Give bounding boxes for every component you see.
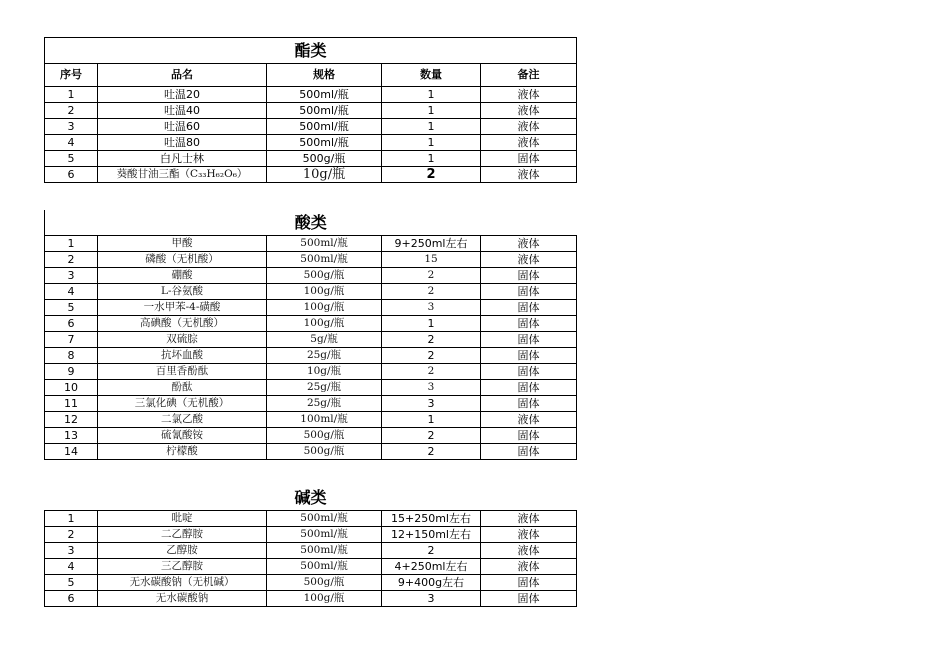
- cell-name[interactable]: 三乙醇胺: [98, 559, 267, 575]
- cell-spec[interactable]: 10g/瓶: [267, 364, 382, 380]
- acids-title-row: [45, 210, 577, 236]
- table-row: [45, 332, 577, 348]
- table-row: [45, 300, 577, 316]
- cell-quantity[interactable]: 15: [382, 252, 481, 268]
- table-row: [45, 380, 577, 396]
- cell-name[interactable]: 高碘酸（无机酸）: [98, 316, 267, 332]
- cell-quantity[interactable]: 3: [382, 380, 481, 396]
- cell-quantity[interactable]: 1: [382, 135, 481, 151]
- header-spec[interactable]: 规格: [267, 64, 382, 87]
- cell-name[interactable]: 无水碳酸钠（无机碱）: [98, 575, 267, 591]
- cell-note[interactable]: 固体: [481, 348, 577, 364]
- cell-quantity[interactable]: 2: [382, 444, 481, 460]
- cell-name[interactable]: 吐温40: [98, 103, 267, 119]
- table-row: [45, 236, 577, 252]
- cell-index[interactable]: 10: [45, 380, 98, 396]
- table-row: [45, 444, 577, 460]
- cell-note[interactable]: 液体: [481, 135, 577, 151]
- cell-index[interactable]: 9: [45, 364, 98, 380]
- cell-index[interactable]: 3: [45, 268, 98, 284]
- cell-index[interactable]: 3: [45, 543, 98, 559]
- cell-note[interactable]: 固体: [481, 300, 577, 316]
- cell-note[interactable]: 液体: [481, 412, 577, 428]
- cell-spec[interactable]: 500ml/瓶: [267, 135, 382, 151]
- cell-spec[interactable]: 500ml/瓶: [267, 236, 382, 252]
- cell-index[interactable]: 4: [45, 284, 98, 300]
- cell-note[interactable]: 固体: [481, 380, 577, 396]
- cell-name[interactable]: 百里香酚酞: [98, 364, 267, 380]
- cell-index[interactable]: 4: [45, 135, 98, 151]
- cell-index[interactable]: 1: [45, 236, 98, 252]
- cell-spec[interactable]: 500g/瓶: [267, 575, 382, 591]
- bases-title[interactable]: 碱类: [45, 485, 577, 511]
- cell-name[interactable]: 二氯乙酸: [98, 412, 267, 428]
- table-row: [45, 103, 577, 119]
- cell-quantity[interactable]: 3: [382, 300, 481, 316]
- cell-spec[interactable]: 100ml/瓶: [267, 412, 382, 428]
- cell-index[interactable]: 6: [45, 316, 98, 332]
- cell-quantity[interactable]: 9+400g左右: [382, 575, 481, 591]
- header-note[interactable]: 备注: [481, 64, 577, 87]
- cell-quantity[interactable]: 2: [382, 364, 481, 380]
- table-row: [45, 316, 577, 332]
- cell-note[interactable]: 固体: [481, 316, 577, 332]
- cell-note[interactable]: 固体: [481, 284, 577, 300]
- cell-spec[interactable]: 10g/瓶: [267, 167, 382, 183]
- cell-quantity[interactable]: 2: [382, 543, 481, 559]
- bases-title-row: [45, 485, 577, 511]
- cell-note[interactable]: 固体: [481, 428, 577, 444]
- cell-index[interactable]: 2: [45, 252, 98, 268]
- table-row: [45, 348, 577, 364]
- table-row: [45, 135, 577, 151]
- table-row: [45, 151, 577, 167]
- cell-spec[interactable]: 500ml/瓶: [267, 543, 382, 559]
- cell-quantity[interactable]: 2: [382, 268, 481, 284]
- cell-name[interactable]: 吡啶: [98, 511, 267, 527]
- table-row: [45, 575, 577, 591]
- cell-name[interactable]: 硫氰酸铵: [98, 428, 267, 444]
- cell-index[interactable]: 2: [45, 103, 98, 119]
- cell-spec[interactable]: 500ml/瓶: [267, 87, 382, 103]
- cell-index[interactable]: 5: [45, 300, 98, 316]
- cell-spec[interactable]: 500g/瓶: [267, 151, 382, 167]
- cell-quantity[interactable]: 2: [382, 284, 481, 300]
- cell-note[interactable]: 液体: [481, 252, 577, 268]
- cell-index[interactable]: 12: [45, 412, 98, 428]
- cell-name[interactable]: 柠檬酸: [98, 444, 267, 460]
- cell-spec[interactable]: 500ml/瓶: [267, 252, 382, 268]
- cell-quantity[interactable]: 3: [382, 591, 481, 607]
- cell-index[interactable]: 7: [45, 332, 98, 348]
- table-row: [45, 396, 577, 412]
- cell-note[interactable]: 固体: [481, 575, 577, 591]
- cell-name[interactable]: 葵酸甘油三酯（C₃₃H₆₂O₆）: [98, 167, 267, 183]
- cell-note[interactable]: 固体: [481, 591, 577, 607]
- cell-note[interactable]: 液体: [481, 119, 577, 135]
- table-row: [45, 364, 577, 380]
- esters-header-row: [45, 64, 577, 87]
- cell-name[interactable]: 磷酸（无机酸）: [98, 252, 267, 268]
- cell-note[interactable]: 液体: [481, 527, 577, 543]
- cell-note[interactable]: 液体: [481, 103, 577, 119]
- cell-quantity[interactable]: 9+250ml左右: [382, 236, 481, 252]
- cell-quantity[interactable]: 12+150ml左右: [382, 527, 481, 543]
- table-row: [45, 511, 577, 527]
- esters-title[interactable]: 酯类: [45, 38, 577, 64]
- cell-spec[interactable]: 25g/瓶: [267, 396, 382, 412]
- table-row: [45, 428, 577, 444]
- cell-quantity[interactable]: 1: [382, 119, 481, 135]
- cell-name[interactable]: 双硫腙: [98, 332, 267, 348]
- cell-spec[interactable]: 100g/瓶: [267, 316, 382, 332]
- table-row: [45, 268, 577, 284]
- header-quantity[interactable]: 数量: [382, 64, 481, 87]
- table-row: [45, 412, 577, 428]
- table-row: [45, 284, 577, 300]
- cell-spec[interactable]: 500g/瓶: [267, 444, 382, 460]
- table-row: [45, 527, 577, 543]
- cell-index[interactable]: 1: [45, 511, 98, 527]
- table-row: [45, 559, 577, 575]
- cell-index[interactable]: 5: [45, 151, 98, 167]
- header-index[interactable]: 序号: [45, 64, 98, 87]
- cell-spec[interactable]: 25g/瓶: [267, 348, 382, 364]
- cell-name[interactable]: 吐温60: [98, 119, 267, 135]
- cell-quantity[interactable]: 3: [382, 396, 481, 412]
- cell-spec[interactable]: 5g/瓶: [267, 332, 382, 348]
- cell-spec[interactable]: 500g/瓶: [267, 268, 382, 284]
- cell-quantity[interactable]: 15+250ml左右: [382, 511, 481, 527]
- cell-note[interactable]: 固体: [481, 364, 577, 380]
- cell-name[interactable]: 三氯化碘（无机酸）: [98, 396, 267, 412]
- cell-spec[interactable]: 500ml/瓶: [267, 103, 382, 119]
- cell-index[interactable]: 11: [45, 396, 98, 412]
- cell-quantity[interactable]: 1: [382, 103, 481, 119]
- cell-index[interactable]: 8: [45, 348, 98, 364]
- cell-spec[interactable]: 500ml/瓶: [267, 511, 382, 527]
- esters-title-row: [45, 38, 577, 64]
- cell-quantity[interactable]: 1: [382, 412, 481, 428]
- cell-name[interactable]: 一水甲苯-4-磺酸: [98, 300, 267, 316]
- cell-quantity[interactable]: 1: [382, 316, 481, 332]
- cell-note[interactable]: 液体: [481, 511, 577, 527]
- table-row: [45, 119, 577, 135]
- cell-name[interactable]: 乙醇胺: [98, 543, 267, 559]
- bases-table: [44, 485, 577, 607]
- cell-name[interactable]: 吐温20: [98, 87, 267, 103]
- cell-note[interactable]: 固体: [481, 268, 577, 284]
- cell-note[interactable]: 固体: [481, 332, 577, 348]
- cell-quantity[interactable]: 4+250ml左右: [382, 559, 481, 575]
- cell-index[interactable]: 3: [45, 119, 98, 135]
- cell-spec[interactable]: 25g/瓶: [267, 380, 382, 396]
- cell-note[interactable]: 液体: [481, 236, 577, 252]
- table-row: [45, 543, 577, 559]
- cell-index[interactable]: 6: [45, 591, 98, 607]
- cell-spec[interactable]: 100g/瓶: [267, 300, 382, 316]
- cell-quantity[interactable]: 2: [382, 167, 481, 183]
- cell-name[interactable]: 吐温80: [98, 135, 267, 151]
- cell-name[interactable]: 白凡士林: [98, 151, 267, 167]
- table-row: [45, 252, 577, 268]
- cell-note[interactable]: 液体: [481, 543, 577, 559]
- cell-spec[interactable]: 100g/瓶: [267, 284, 382, 300]
- table-row: [45, 591, 577, 607]
- cell-quantity[interactable]: 2: [382, 348, 481, 364]
- cell-spec[interactable]: 500g/瓶: [267, 428, 382, 444]
- cell-index[interactable]: 14: [45, 444, 98, 460]
- cell-quantity[interactable]: 2: [382, 428, 481, 444]
- cell-note[interactable]: 液体: [481, 559, 577, 575]
- acids-title[interactable]: 酸类: [45, 210, 577, 236]
- table-row: [45, 87, 577, 103]
- cell-index[interactable]: 2: [45, 527, 98, 543]
- cell-note[interactable]: 固体: [481, 396, 577, 412]
- cell-quantity[interactable]: 1: [382, 87, 481, 103]
- cell-name[interactable]: 二乙醇胺: [98, 527, 267, 543]
- table-row: [45, 167, 577, 183]
- cell-name[interactable]: 抗坏血酸: [98, 348, 267, 364]
- cell-spec[interactable]: 500ml/瓶: [267, 119, 382, 135]
- esters-table: [44, 37, 577, 183]
- cell-index[interactable]: 4: [45, 559, 98, 575]
- cell-name[interactable]: 无水碳酸钠: [98, 591, 267, 607]
- acids-table: [44, 210, 577, 460]
- cell-quantity[interactable]: 1: [382, 151, 481, 167]
- cell-spec[interactable]: 500ml/瓶: [267, 527, 382, 543]
- cell-index[interactable]: 5: [45, 575, 98, 591]
- cell-spec[interactable]: 500ml/瓶: [267, 559, 382, 575]
- cell-name[interactable]: 硼酸: [98, 268, 267, 284]
- cell-note[interactable]: 液体: [481, 167, 577, 183]
- cell-spec[interactable]: 100g/瓶: [267, 591, 382, 607]
- cell-name[interactable]: L-谷氨酸: [98, 284, 267, 300]
- cell-note[interactable]: 液体: [481, 87, 577, 103]
- header-name[interactable]: 品名: [98, 64, 267, 87]
- cell-name[interactable]: 酚酞: [98, 380, 267, 396]
- cell-name[interactable]: 甲酸: [98, 236, 267, 252]
- cell-index[interactable]: 6: [45, 167, 98, 183]
- cell-quantity[interactable]: 2: [382, 332, 481, 348]
- cell-note[interactable]: 固体: [481, 151, 577, 167]
- cell-index[interactable]: 1: [45, 87, 98, 103]
- cell-index[interactable]: 13: [45, 428, 98, 444]
- cell-note[interactable]: 固体: [481, 444, 577, 460]
